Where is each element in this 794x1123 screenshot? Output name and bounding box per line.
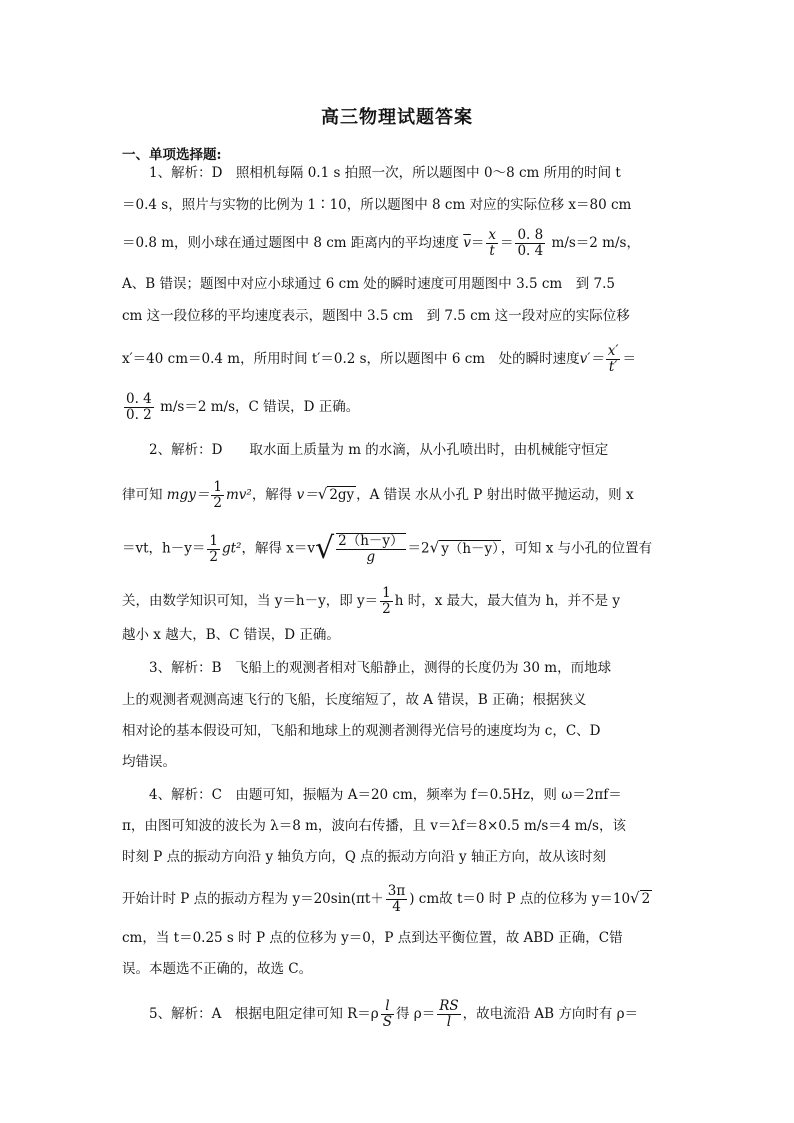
text: 3、解析：B 飞船上的观测者相对飞船静止，测得的长度仍为 30 m，而地球 [149,660,612,676]
text: t [489,243,495,259]
text: 2（h－y） [338,533,404,549]
text: 误。本题选不正确的，故选 C。 [122,961,313,977]
paragraph-line [122,848,606,866]
paragraph-line [122,753,176,771]
text: 越小 x 越大，B、C 错误，D 正确。 [122,627,340,643]
text: RS [439,998,459,1014]
text: 4 [392,899,401,915]
text: 2gy [329,487,355,503]
fraction [515,228,545,259]
text: 2 [209,548,218,565]
paragraph-line [149,659,611,677]
paragraph-line [122,344,636,375]
sqrt-symbol: √ [317,485,328,503]
text: ，可知 x 与小孔的位置有 [500,540,653,557]
text: ，解得 x＝v [241,540,315,557]
paragraph-line [122,392,359,423]
paragraph-line [122,929,623,947]
paragraph-line [122,960,312,978]
text: ，解得 [251,487,293,503]
text: ＝2 [407,540,430,557]
text: 0. 2 [126,407,152,423]
fraction [486,228,498,259]
text: ＝vt，h－y＝ [122,540,206,557]
text: l [446,1014,452,1030]
text: cm 这一段位移的平均速度表示，题图中 3.5 cm 到 7.5 cm 这一段对应的实际位移 [122,308,630,324]
text: h 时，x 最大，最大值为 h，并不是 y [394,593,621,609]
text: 0. 4 [517,243,544,259]
paragraph-line [122,275,615,293]
text: 1 [382,585,391,601]
text: x′ [607,343,619,359]
text: 上的观测者观测高速飞行的飞船，长度缩短了，故 A 错误，B 正确；根据狭义 [122,692,587,708]
text: 时刻 P 点的振动方向沿 y 轴负方向，Q 点的振动方向沿 y 轴正方向，故从该时刻 [122,849,606,865]
fraction [380,586,393,617]
text: y（h－y） [441,540,499,557]
text: mgy＝ [166,487,210,503]
page-title: 高三物理试题答案 [321,107,473,128]
paragraph-line [122,586,620,617]
text: ＝0.4 s，照片与实物的比例为 1∶10，所以题图中 8 cm 对应的实际位移 x＝80 cm [122,197,632,213]
text: 1 [213,479,222,495]
text: ，故电流沿 AB 方向时有 ρ＝ [462,1006,639,1022]
paragraph-line [149,441,608,459]
text: ＝ [622,351,636,367]
text: 0. 8 [517,227,544,243]
text: ＝ [470,235,485,251]
text: gt² [221,540,242,557]
paragraph-line [149,999,638,1030]
text: x [488,227,496,243]
paragraph-line [122,480,634,511]
text: 2 [641,891,651,907]
text: v′＝ [579,351,604,367]
section-heading: 一、单项选择题: [122,147,222,163]
text: mv² [225,487,252,503]
text: g [366,549,376,565]
sqrt-expression: √ $\frac{2(h-y)}{g}$ [315,531,404,566]
text: 5、解析：A 根据电阻定律可知 R＝ρ [149,1006,379,1022]
fraction [381,999,394,1030]
text: cm，当 t＝0.25 s 时 P 点的位移为 y＝0，P 点到达平衡位置，故 ABD 正确，C错 [122,930,623,946]
text: m/s＝2 m/s，C 错误，D 正确。 [160,399,360,415]
text: x′＝40 cm＝0.4 m，所用时间 t′＝0.2 s，所以题图中 6 cm 处的瞬时速度 [122,351,580,367]
text: π，由图可知波的波长为 λ＝8 m，波向右传播，且 v＝λf＝8×0.5 m/s＝4 m/s，该 [122,818,626,834]
paragraph-line [122,626,340,644]
text: 相对论的基本假设可知，飞船和地球上的观测者测得光信号的速度均为 c，C、D [122,723,601,739]
text: 2 [213,495,222,511]
paragraph-line [122,196,631,214]
text: 0. 4 [126,391,152,407]
paragraph-line [122,884,652,915]
fraction [606,344,621,375]
text: 1 [209,532,218,549]
text: t′ [608,359,618,375]
paragraph-line [149,164,621,182]
text: A、B 错误；题图中对应小球通过 6 cm 处的瞬时速度可用题图中 3.5 cm 到 7.5 [122,276,615,292]
text: ，A 错误 水从小孔 P 射出时做平抛运动，则 x [356,487,634,503]
paragraph-line [122,817,626,835]
sqrt-symbol: √ [630,889,640,907]
sqrt-symbol: √ [429,538,440,557]
text: 4、解析：C 由题可知，振幅为 A＝20 cm，频率为 f＝0.5Hz，则 ω＝2πf＝ [149,787,622,803]
text: m/s＝2 m/s， [551,235,640,251]
fraction [386,884,407,915]
text: 律可知 [122,487,163,503]
paragraph-line: ＝0.8 m，则小球在通过题图中 8 cm 距离内的平均速度 $\overline{v}=$ $\frac{x}{t}$ ＝ $\frac{0. 8}{0. 4}$ m/s＝2 m/s， [122,227,640,259]
paragraph-line [122,691,587,709]
paragraph-line [122,722,601,740]
text: 2 [382,601,391,617]
text: 关，由数学知识可知，当 y＝h－y，即 y＝ [122,593,379,609]
text: ＝0.8 m，则小球在通过题图中 8 cm 距离内的平均速度 [122,235,459,251]
fraction [211,480,224,511]
text: 开始计时 P 点的振动方程为 y＝20sin(πt＋ [122,891,384,907]
text: 3π [387,883,406,899]
fraction [437,999,460,1030]
text: S [382,1014,392,1030]
paragraph-line [122,307,630,325]
text: 2、解析：D 取水面上质量为 m 的水滴，从小孔喷出时，由机械能守恒定 [149,442,609,458]
fraction [336,533,405,565]
paragraph-line [149,786,622,804]
text: 均错误。 [122,754,176,770]
text: 1、解析：D 照相机每隔 0.1 s 拍照一次，所以题图中 0～8 cm 所用的时间 t [149,165,621,181]
text: l [385,998,390,1014]
vbar-symbol: $\overline{v}$ [463,235,471,251]
text: ) cm故 t＝0 时 P 点的位移为 y＝10 [409,891,631,907]
text: v＝ [296,487,318,503]
text: 得 ρ＝ [395,1006,436,1022]
paragraph-line [122,533,652,565]
fraction [124,392,154,423]
fraction [207,534,220,565]
